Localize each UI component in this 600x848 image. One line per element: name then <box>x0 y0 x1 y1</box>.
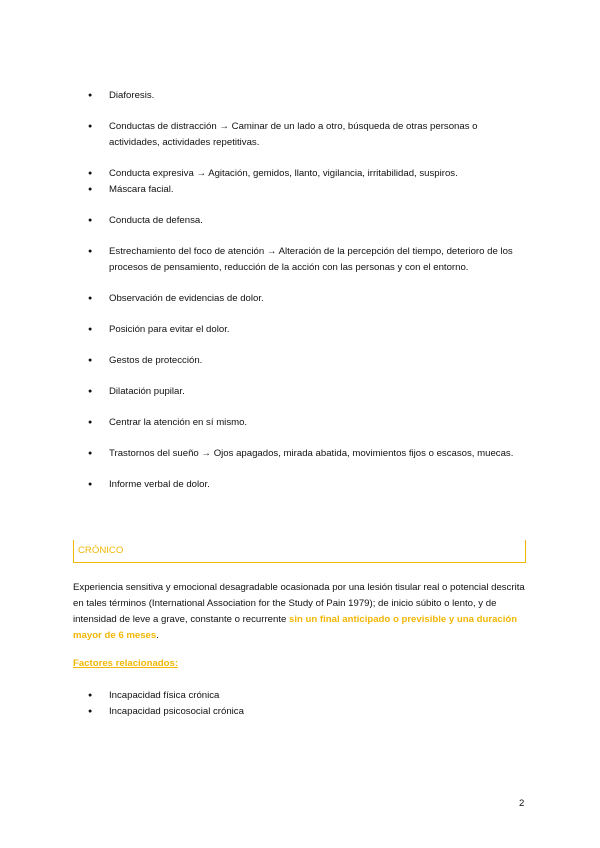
list-item: ● Conductas de distracción → Caminar de un lado a otro, búsqueda de otras personas o actividades, actividades repetitivas. <box>88 119 528 151</box>
list-item: ● Máscara facial. <box>88 182 528 198</box>
list-item: ● Dilatación pupilar. <box>88 384 528 400</box>
list-item: ● Trastornos del sueño → Ojos apagados, mirada abatida, movimientos fijos o escasos, muecas. <box>88 446 528 462</box>
list-item: ● Incapacidad psicosocial crónica <box>88 704 528 720</box>
list-item: ● Conducta expresiva → Agitación, gemidos, llanto, vigilancia, irritabilidad, suspiros. <box>88 166 528 182</box>
page-number: 2 <box>519 798 525 809</box>
list-item: ● Posición para evitar el dolor. <box>88 322 528 338</box>
paragraph-highlight: sin un final anticipado o previsible y una duración mayor de 6 meses <box>73 614 518 641</box>
list-item: ● Informe verbal de dolor. <box>88 477 528 493</box>
section-heading-box <box>73 540 526 563</box>
factores-heading: Factores relacionados: <box>73 658 179 669</box>
list-item: ● Centrar la atención en sí mismo. <box>88 415 528 431</box>
list-item: ● Estrechamiento del foco de atención → Alteración de la percepción del tiempo, deterioro de los procesos de pensamiento, reducción de la acción con las personas y con el entorno. <box>88 244 528 276</box>
list-item: ● Gestos de protección. <box>88 353 528 369</box>
factores-list <box>88 688 528 720</box>
list-item: ● Observación de evidencias de dolor. <box>88 291 528 307</box>
list-item: ● Diaforesis. <box>88 88 528 104</box>
paragraph-text: Experiencia sensitiva y emocional desagradable ocasionada por una lesión tisular real o potencial descrita en tales términos (International Association for the Study of Pain 1979); de inicio súbito o lento, y de intensidad de leve a grave, constante o recurrente <box>73 582 525 625</box>
paragraph-end: . <box>156 630 159 641</box>
definition-paragraph <box>73 580 528 644</box>
symptom-list <box>88 88 528 508</box>
section-heading: CRÓNICO <box>78 545 124 556</box>
list-item: ● Conducta de defensa. <box>88 213 528 229</box>
list-item: ● Incapacidad física crónica <box>88 688 528 704</box>
